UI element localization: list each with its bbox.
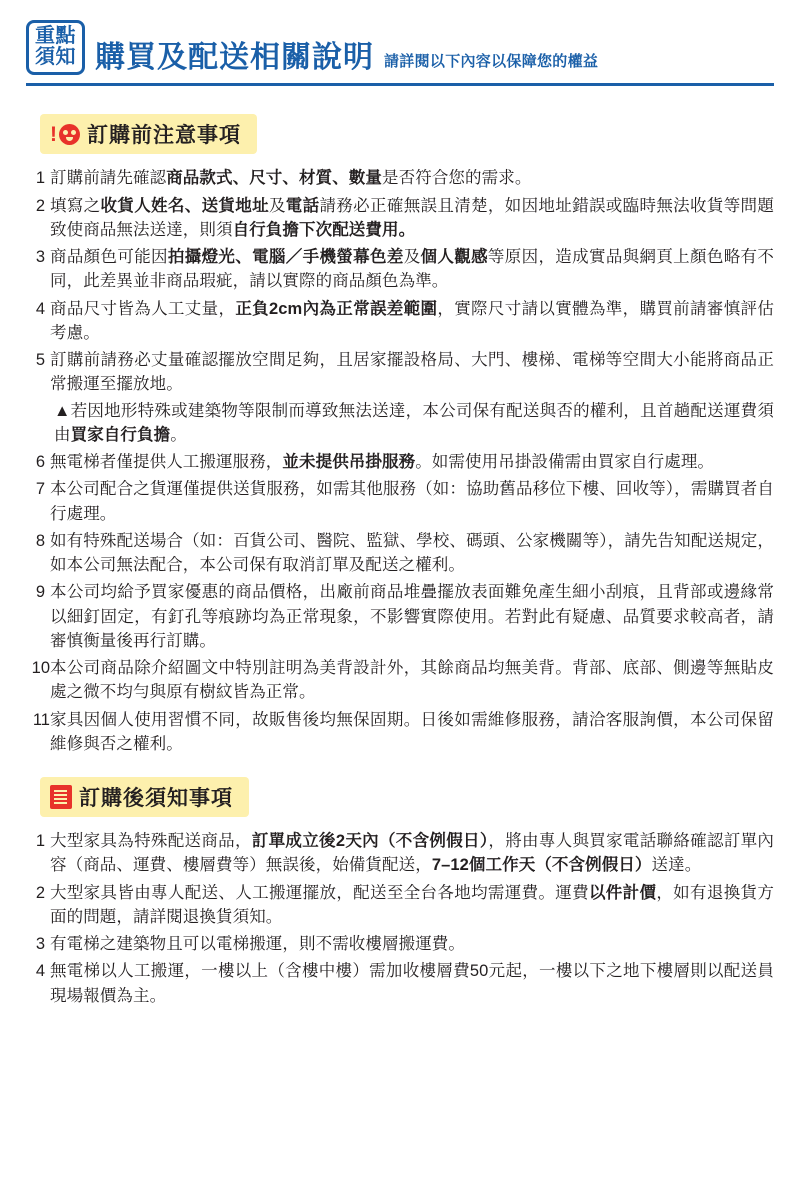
section-title-label: 訂購前注意事項: [87, 124, 241, 148]
item-text: 家具因個人使用習慣不同，故販售後均無保固期。日後如需維修服務，請洽客服詢價，本公司保留維修與否之權利。: [50, 710, 774, 753]
item-text: 大型家具皆由專人配送、人工搬運擺放，配送至全台各地均需運費。運費以件計價，如有退換貨方面的問題，請詳閱退換貨須知。: [50, 883, 774, 926]
list-item: [26, 829, 774, 878]
item-text: 填寫之收貨人姓名、送貨地址及電話請務必正確無誤且清楚，如因地址錯誤或臨時無法收貨等問題致使商品無法送達，則須自行負擔下次配送費用。: [50, 196, 774, 239]
list-item: [26, 932, 774, 956]
list-item: [26, 881, 774, 930]
warning-face-icon: !: [50, 124, 80, 145]
item-number: 11: [32, 710, 50, 729]
pre-order-notice-list: [26, 166, 774, 756]
list-item: [26, 194, 774, 243]
section-title-pre-order: [40, 114, 257, 154]
item-number: 2: [35, 196, 45, 215]
item-number: 10: [31, 659, 50, 678]
item-number: 2: [35, 883, 45, 902]
item-note: ▲若因地形特殊或建築物等限制而導致無法送達，本公司保有配送與否的權利，且首趟配送運費須由買家自行負擔。: [54, 401, 774, 444]
list-item: [26, 477, 774, 526]
list-item: [26, 656, 774, 705]
list-item: [26, 580, 774, 653]
item-text: 訂購前請務必丈量確認擺放空間足夠，且居家擺設格局、大門、樓梯、電梯等空間大小能將商品正常搬運至擺放地。 ▲若因地形特殊或建築物等限制而導致無法送達，本公司保有配送與否的權利，且首趟配送運費須由買家自行負擔。: [50, 348, 774, 447]
item-number: 6: [35, 453, 45, 472]
item-text: 商品顏色可能因拍攝燈光、電腦／手機螢幕色差及個人觀感等原因，造成實品與網頁上顏色略有不同，此差異並非商品瑕疵，請以實際的商品顏色為準。: [50, 248, 774, 291]
section-title-post-order: [40, 777, 249, 817]
item-number: 8: [35, 531, 45, 550]
item-number: 7: [35, 480, 45, 499]
item-text: 無電梯者僅提供人工搬運服務，並未提供吊掛服務。如需使用吊掛設備需由買家自行處理。: [50, 453, 715, 472]
list-item: [26, 708, 774, 757]
item-number: 4: [35, 299, 45, 318]
page-header: [26, 20, 774, 86]
item-number: 3: [35, 935, 45, 954]
item-text: 如有特殊配送場合（如：百貨公司、醫院、監獄、學校、碼頭、公家機關等），請先告知配送規定，如本公司無法配合，本公司保有取消訂單及配送之權利。: [50, 531, 774, 575]
item-number: 9: [35, 583, 45, 602]
list-item: [26, 297, 774, 346]
item-number: 1: [35, 169, 45, 188]
page-title: 購買及配送相關說明: [95, 41, 374, 75]
list-item: [26, 166, 774, 190]
badge-line-2: 須知: [35, 46, 76, 69]
list-item: [26, 348, 774, 447]
post-order-notice-list: [26, 829, 774, 1008]
item-number: 5: [35, 351, 45, 370]
page-subtitle: 請詳閱以下內容以保障您的權益: [384, 53, 599, 71]
document-lines-icon: [50, 785, 72, 809]
key-notice-badge: [26, 20, 85, 75]
list-item: [26, 450, 774, 474]
section-title-label: 訂購後須知事項: [79, 787, 233, 811]
item-number: 4: [35, 962, 45, 981]
badge-line-1: 重點: [35, 25, 76, 47]
list-item: [26, 245, 774, 294]
item-number: 1: [35, 832, 45, 851]
list-item: [26, 529, 774, 578]
item-text: 訂購前請先確認商品款式、尺寸、材質、數量是否符合您的需求。: [50, 169, 532, 188]
item-text: 本公司配合之貨運僅提供送貨服務，如需其他服務（如：協助舊品移位下樓、回收等），需購買者自行處理。: [50, 480, 774, 523]
item-text: 大型家具為特殊配送商品，訂單成立後2天內（不含例假日），將由專人與買家電話聯絡確認訂單內容（商品、運費、樓層費等）無誤後，始備貨配送，7–12個工作天（不含例假日）送達。: [50, 832, 774, 875]
item-text: 有電梯之建築物且可以電梯搬運，則不需收樓層搬運費。: [50, 935, 465, 954]
item-number: 3: [35, 248, 45, 267]
item-text: 商品尺寸皆為人工丈量，正負2cm內為正常誤差範圍，實際尺寸請以實體為準，購買前請審慎評估考慮。: [50, 299, 775, 342]
list-item: [26, 959, 774, 1008]
item-text: 無電梯以人工搬運，一樓以上（含樓中樓）需加收樓層費50元起，一樓以下之地下樓層則以配送員現場報價為主。: [50, 962, 774, 1005]
item-text: 本公司商品除介紹圖文中特別註明為美背設計外，其餘商品均無美背。背部、底部、側邊等無貼皮處之微不均勻與原有樹紋皆為正常。: [50, 659, 774, 702]
item-text: 本公司均給予買家優惠的商品價格，出廠前商品堆疊擺放表面難免產生細小刮痕，且背部或邊緣常以細釘固定，有釘孔等痕跡均為正常現象，不影響實際使用。若對此有疑慮、品質要求較高者，請審慎衡量後再行訂購。: [50, 583, 774, 650]
